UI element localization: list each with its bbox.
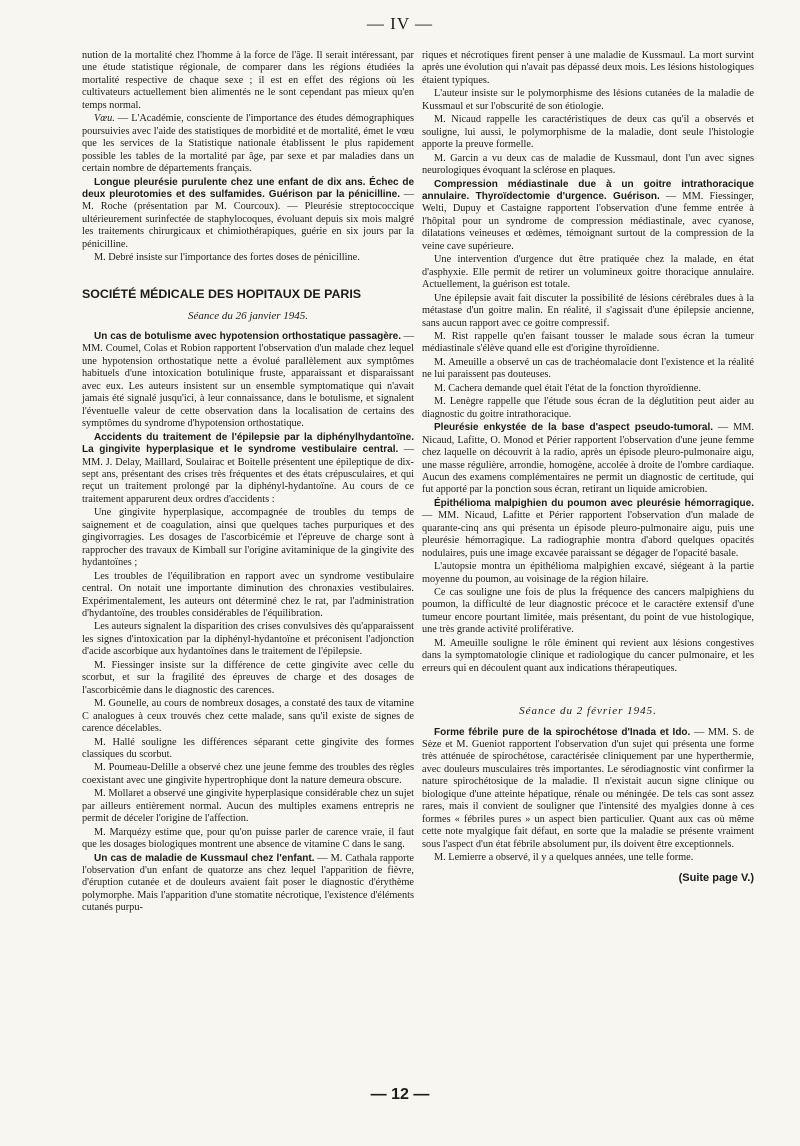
paragraph-text: M. Rist rappelle qu'en faisant tousser le malade sous écran la tumeur médiastinale s'élève quand elle est d'origine thyroïdienne. (422, 330, 754, 355)
paragraph (422, 587, 754, 637)
article (422, 498, 754, 560)
paragraph (422, 293, 754, 330)
paragraph-text: M. Fiessinger insiste sur la différence de cette gingivite avec celle du scorbut, et sur la fragilité des épreuves de charge et des dosages de l'ascorbicémie dans le diagnostic des carences. (82, 659, 414, 696)
paragraph (422, 331, 754, 356)
paragraph-text: M. Garcin a vu deux cas de maladie de Kussmaul, dont l'un avec signes neurologiques évoquant la sclérose en plaques. (422, 152, 754, 177)
article-title: Forme fébrile pure de la spirochétose d'Inada et Ido. (434, 726, 691, 738)
paragraph-text: — L'Académie, consciente de l'importance des études démographiques poursuivies avec l'aide des statistiques de morbidité et de mortalité, émet le vœu que les services de la Statistique nationale établissent le plus rapidement possible les tables de la mortalité par âge, par sexe et par maladies dans un certain nombre de départements français. (82, 113, 414, 175)
paragraph-text: M. Hallé souligne les différences séparant cette gingivite des formes classiques du scorbut. (82, 736, 414, 760)
article-title: Longue pleurésie purulente chez une enfant de dix ans. Échec de deux pleurotomies et des sulfamides. Guérison par la pénicilline. (82, 176, 414, 200)
paragraph-text: Ce cas souligne une fois de plus la fréquence des cancers malpighiens du poumon, la difficulté de leur diagnostic précoce et le caractère extensif d'une tumeur encore pourtant limitée, mais présentant, du point de vue histologique, une très grande activité proliférative. (422, 587, 754, 636)
article-title: Épithélioma malpighien du poumon avec pleurésie hémorragique. (434, 497, 754, 509)
article (422, 727, 754, 852)
continued-note: (Suite page V.) (678, 872, 754, 885)
paragraph (422, 396, 754, 421)
article-title: Un cas de botulisme avec hypotension orthostatique passagère. (94, 331, 401, 342)
paragraph (82, 698, 414, 735)
paragraph-text: riques et nécrotiques firent penser à une maladie de Kussmaul. La mort survint après une évolution qui n'avait pas dépassé deux mois. Les lésions histologiques étaient typiques. (422, 50, 754, 86)
paragraph-text: Les troubles de l'équilibration en rapport avec un syndrome vestibulaire central. On notait une importante diminution des chronaxies vestibulaires. Expérimentalement, les auteurs ont déterminé chez le rat, par l'administration d'hydantoïne, des troubles considérables de l'équilibration. (82, 570, 414, 619)
paragraph-text: — MM. S. de Sèze et M. Gueniot rapportent l'observation d'un sujet qui présenta une forme très atténuée de spirochétose, caractérisée cliniquement par une hyperthermie, avec douleurs musculaires très importantes. Le sérodiagnostic vint confirmer la nature spirochétosique de la maladie. Il n'existait aucun signe clinique ou biologique d'une atteinte hépatique, rénale ou méningée. De tels cas sont assez rares, mais il convient de souligner que l'intensité des myalgies donne à ces formes « fébriles pures » un aspect bien particulier. Quant aux cas où même cette note myalgique fait défaut, en sorte que la maladie se présente vraiment sous l'aspect d'un état fébrile absolument pur, ils doivent être exceptionnels. (422, 726, 754, 850)
session-date: Séance du 2 février 1945. (519, 705, 657, 718)
article (422, 179, 754, 254)
paragraph-text: M. Lenègre rappelle que l'étude sous écran de la déglutition peut aider au diagnostic du goitre intrathoracique. (422, 396, 754, 420)
paragraph-text: nution de la mortalité chez l'homme à la force de l'âge. Il serait intéressant, par une étude statistique régionale, de comparer dans les régions étudiées la mortalité respective de chaque sexe ; il est en effet des régions où les cultivateurs actuellement bien alimentés ne le sont cependant pas mieux qu'en temps normal. (82, 50, 414, 111)
paragraph (422, 383, 754, 395)
paragraph-text: Une épilepsie avait fait discuter la possibilité de lésions cérébrales dues à la métastase d'un goitre malin. En réalité, il s'agissait d'une épilepsie ancienne, sans aucun rapport avec ce goitre compressif. (422, 292, 754, 329)
paragraph (422, 852, 754, 864)
article-title: Compression médiastinale due à un goitre intrathoracique annulaire. Thyroïdectomie d'urgence. Guérison. (422, 178, 754, 202)
paragraph (82, 113, 414, 175)
paragraph-text: — MM. Fiessinger, Welti, Dupuy et Castaigne rapportent l'observation d'une femme entrée à l'hôpital pour un syndrome de compression médiastinale, avec cyanose, dilatations veineuses et œdèmes, témoignant surtout de la compression de la veine cave supérieure. (422, 190, 754, 252)
page-number: — 12 — (370, 1086, 430, 1103)
article-title: Un cas de maladie de Kussmaul chez l'enfant. (94, 852, 315, 864)
page-header-roman: — IV — (366, 14, 434, 33)
paragraph (422, 254, 754, 291)
right-column (422, 50, 754, 886)
paragraph-text: M. Marquézy estime que, pour qu'on puisse parler de carence vraie, il faut que les dosages biologiques montrent une absence de vitamine C dans le sang. (82, 826, 414, 851)
paragraph-text: M. Cachera demande quel était l'état de la fonction thyroïdienne. (434, 382, 701, 394)
paragraph (82, 788, 414, 825)
paragraph-text: L'auteur insiste sur le polymorphisme des lésions cutanées de la maladie de Kussmaul et sur l'obscurité de son étiologie. (422, 88, 754, 112)
paragraph-lead: Vœu. (94, 113, 115, 125)
paragraph (422, 114, 754, 151)
paragraph (82, 660, 414, 697)
article (82, 177, 414, 252)
paragraph (422, 638, 754, 675)
paragraph-text: M. Debré insiste sur l'importance des fortes doses de pénicilline. (94, 252, 360, 264)
paragraph (82, 737, 414, 762)
paragraph-text: M. Ameuille a observé un cas de trachéomalacie dont l'existence et la réalité ne lui paraissent pas douteuses. (422, 356, 754, 381)
paragraph (82, 50, 414, 112)
article (422, 422, 754, 497)
article (82, 853, 414, 915)
paragraph-text: M. Gounelle, au cours de nombreux dosages, a constaté des taux de vitamine C analogues à ceux trouvés chez cette malade, sans qu'il existe de signes de carence décelables. (82, 698, 414, 735)
session-date: Séance du 26 janvier 1945. (187, 309, 309, 322)
paragraph-text: — M. Roche (présentation par M. Courcoux). — Pleurésie streptococcique ultérieurement surinfectée de staphylocoques, évoluant depuis six mois malgré les traitements chirurgicaux et chimiothérapiques, guérie en six jours par la pénicilline. (82, 188, 414, 250)
paragraph-text: Une gingivite hyperplasique, accompagnée de troubles du temps de saignement et de coagulation, ainsi que quelques taches purpuriques et des gingivorragies. Les dosages de l'ascorbicémie et l'épreuve de charge sont à rapprocher des travaux de Kimball sur l'origine avitaminique de la gingivite des hydantoïnes ; (82, 507, 414, 569)
paragraph-text: L'autopsie montra un épithélioma malpighien excavé, siégeant à la partie moyenne du poumon, au voisinage de la région hilaire. (422, 561, 754, 585)
paragraph-text: — MM. Nicaud, Lafitte, O. Monod et Périer rapportent l'observation d'une jeune femme chez laquelle on découvrit à la radio, après un épisode pleuro-pulmonaire aigu, une masse régulière, arrondie, homogène, accolée à droite de l'ombre cardiaque. Aucun des examens complémentaires ne permit un diagnostic de certitude, qui fut apporté par la ponction sous écran, retirant un liquide amicrobien. (422, 422, 754, 496)
article (82, 432, 414, 507)
paragraph-text: M. Mollaret a observé une gingivite hyperplasique considérable chez un sujet par ailleurs entièrement normal. Aucun des multiples examens entrepris ne permit de déceler l'origine de l'affection. (82, 788, 414, 825)
paragraph (82, 827, 414, 852)
left-column (82, 50, 414, 915)
paragraph-text: M. Poumeau-Delille a observé chez une jeune femme des troubles des règles coexistant avec une gingivite hypertrophique dont la nature demeura obscure. (82, 762, 414, 786)
paragraph-text: — M. Cathala rapporte l'observation d'un enfant de quatorze ans chez lequel l'apparition de fièvre, d'éruption cutanée et de douleurs avaient fait poser le diagnostic d'érythème polymorphe. Mais l'apparition d'une stomatite nécrotique, l'existence d'éléments cutanés purpu- (82, 852, 414, 914)
paragraph (82, 762, 414, 787)
paragraph-text: — MM. Nicaud, Lafitte et Périer rapportent l'observation d'un malade de quarante-cinq ans qui présenta un épisode pleuro-pulmonaire aigu, puis une pleurésie hémorragique. La radiographie montra d'abord quelques opacités nodulaires, puis une image excavée paraissant se dégager de l'opacité basale. (422, 510, 754, 559)
paragraph-text: Les auteurs signalent la disparition des crises convulsives dès qu'apparaissent les signes d'intoxication par la diphényl-hydantoïne et préconisent l'adjonction d'acide ascorbique aux hydantoïnes dans le traitement de l'épilepsie. (82, 621, 414, 658)
article-title: Accidents du traitement de l'épilepsie par la diphénylhydantoïne. La gingivite hyperplasique et le syndrome vestibulaire central. (82, 431, 414, 456)
paragraph-text: Une intervention d'urgence dut être pratiquée chez la malade, en état d'asphyxie. Elle permit de retirer un volumineux goitre thoracique annulaire. Actuellement, la guérison est totale. (422, 254, 754, 291)
article (82, 331, 414, 431)
paragraph-text: M. Nicaud rappelle les caractéristiques de deux cas qu'il a observés et souligne, lui aussi, le polymorphisme de la maladie, dont seule l'histologie apporte la preuve formelle. (422, 114, 754, 151)
paragraph (82, 252, 414, 264)
paragraph (422, 357, 754, 382)
paragraph (82, 507, 414, 569)
paragraph (422, 561, 754, 586)
paragraph (82, 571, 414, 621)
paragraph-text: — MM. J. Delay, Maillard, Soulairac et Boitelle présentent une épileptique de dix-sept ans, présentant des crises très fréquentes et des états crépusculaires, et qui reçut un traitement prolongé par la diphényl-hydantoïne. Au cours de ce traitement apparurent deux ordres d'accidents : (82, 444, 414, 505)
paragraph-text: M. Lemierre a observé, il y a quelques années, une telle forme. (434, 852, 694, 864)
article-title: Pleurésie enkystée de la base d'aspect pseudo-tumoral. (434, 422, 714, 434)
paragraph (422, 153, 754, 178)
paragraph-text: M. Ameuille souligne le rôle éminent qui revient aux lésions congestives dans la symptomatologie clinique et radiologique du cancer pulmonaire, et les erreurs qui en découlent quant aux indications thérapeutiques. (422, 637, 754, 674)
paragraph (422, 88, 754, 113)
paragraph (82, 621, 414, 658)
paragraph (422, 50, 754, 87)
section-title: SOCIÉTÉ MÉDICALE DES HOPITAUX DE PARIS (82, 286, 362, 301)
paragraph-text: — MM. Coumel, Colas et Robion rapportent l'observation d'un malade chez lequel une hypotension orthostatique nette a évolué parallèlement aux symptômes habituels d'une intoxication botulinique fruste, apparaissant et disparaissant avec eux. Les auteurs insistent sur un ensemble symptomatique qui n'avait jamais été signalé jusqu'ici, à leur connaissance, dans le botulisme, et signalent l'éventuelle valeur de cette observation dans la localisation de certains des symptômes du syndrome d'hypotension orthostatique. (82, 331, 414, 430)
